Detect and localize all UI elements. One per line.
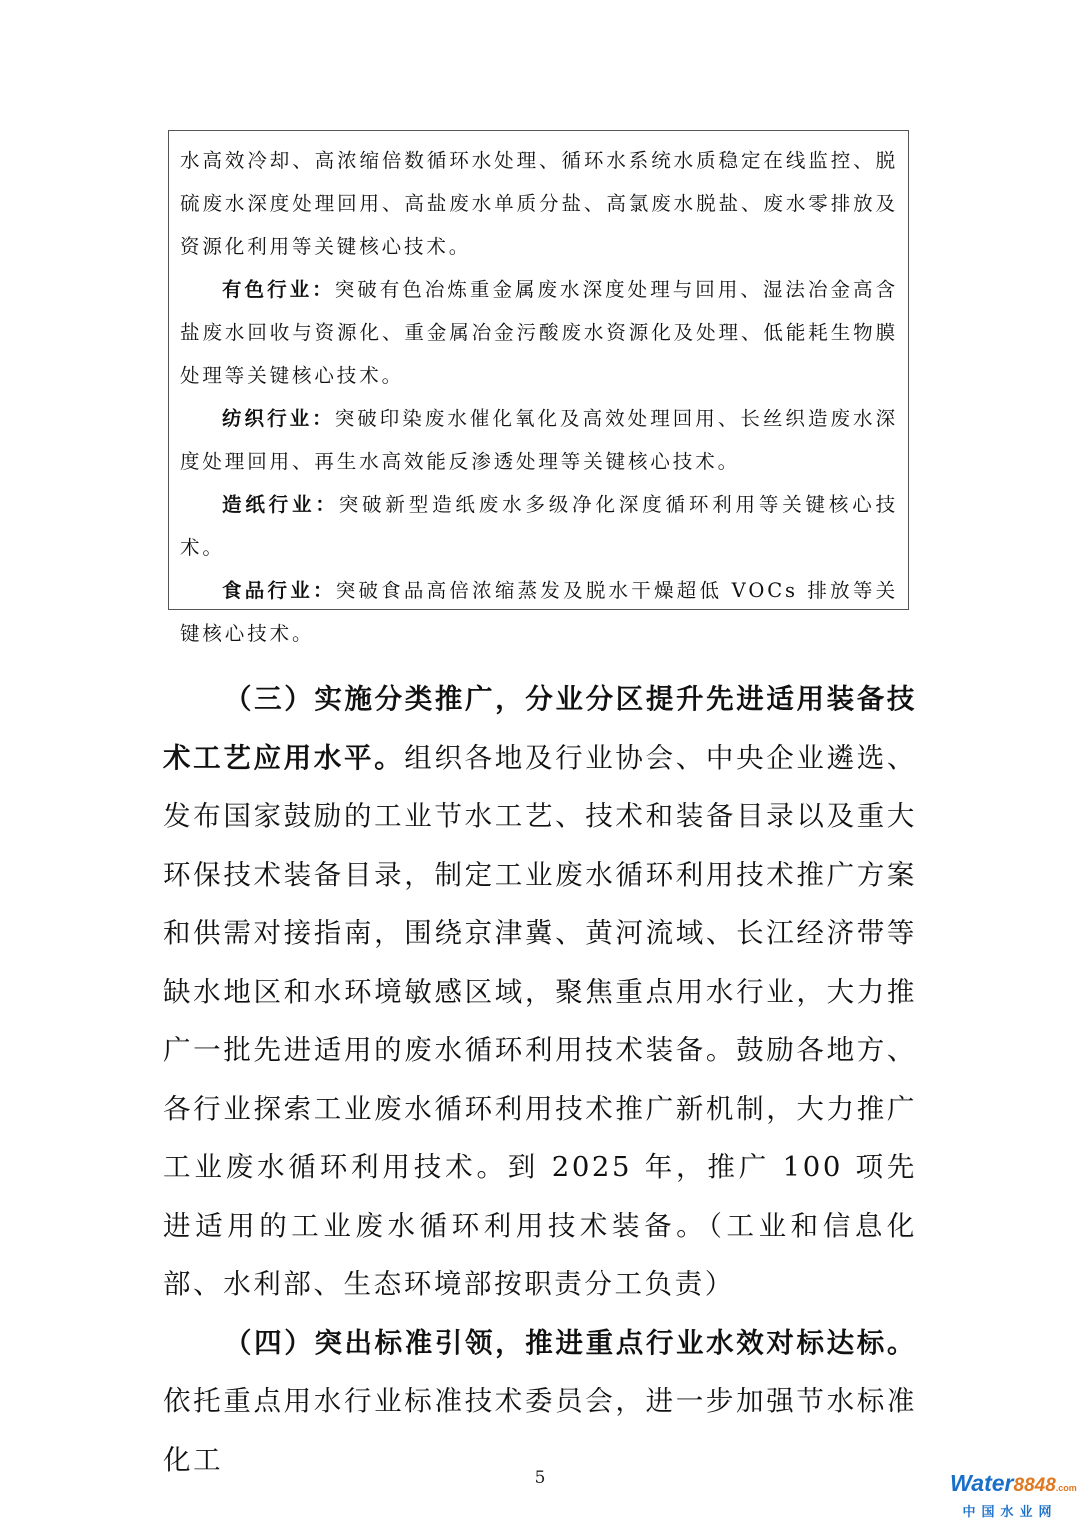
box-paragraph-textile bbox=[180, 397, 898, 483]
watermark-suffix: .com bbox=[1055, 1483, 1077, 1493]
page-number: 5 bbox=[534, 1468, 546, 1488]
box-paragraph-nonferrous bbox=[180, 268, 898, 397]
box-text-nonferrous: 突破有色冶炼重金属废水深度处理与回用、湿法冶金高含盐废水回收与资源化、重金属冶金污酸废水资源化及处理、低能耗生物膜处理等关键核心技术。 bbox=[180, 278, 898, 387]
box-lead-paper: 造纸行业： bbox=[222, 493, 339, 516]
section-4-heading: （四）突出标准引领，推进重点行业水效对标达标。 bbox=[224, 1326, 917, 1359]
section-3-heading: （三）实施分类推广，分业分区提升先进适用装备技术工艺应用水平。 bbox=[163, 683, 917, 774]
watermark-brand-text: Water bbox=[950, 1470, 1014, 1496]
watermark-subtitle: 中国水业网 bbox=[962, 1505, 1058, 1520]
box-text-textile: 突破印染废水催化氧化及高效处理回用、长丝织造废水深度处理回用、再生水高效能反渗透处理等关键核心技术。 bbox=[180, 407, 898, 473]
box-text-food: 突破食品高倍浓缩蒸发及脱水干燥超低 VOCs 排放等关键核心技术。 bbox=[180, 579, 898, 645]
box-text-paper: 突破新型造纸废水多级净化深度循环利用等关键核心技术。 bbox=[180, 493, 898, 559]
document-body bbox=[163, 670, 917, 1489]
box-lead-food: 食品行业： bbox=[222, 579, 336, 602]
box-paragraph-1: 水高效冷却、高浓缩倍数循环水处理、循环水系统水质稳定在线监控、脱硫废水深度处理回用、高盐废水单质分盐、高氯废水脱盐、废水零排放及资源化利用等关键核心技术。 bbox=[180, 149, 898, 258]
watermark-brand bbox=[950, 1470, 1077, 1501]
section-4-text: 依托重点用水行业标准技术委员会，进一步加强节水标准化工 bbox=[163, 1385, 917, 1476]
section-3-text: 组织各地及行业协会、中央企业遴选、发布国家鼓励的工业节水工艺、技术和装备目录以及重大环保技术装备目录，制定工业废水循环利用技术推广方案和供需对接指南，围绕京津冀、黄河流域、长江经济带等缺水地区和水环境敏感区域，聚焦重点用水行业，大力推广一批先进适用的废水循环利用技术装备。鼓励各地方、各行业探索工业废水循环利用技术推广新机制，大力推广工业废水循环利用技术。到 2025 年，推广 100 项先进适用的工业废水循环利用技术装备。（工业和信息化部、水利部、生态环境部按职责分工负责） bbox=[163, 741, 917, 1300]
section-3-paragraph bbox=[163, 670, 917, 1314]
watermark-number: 8848 bbox=[1013, 1475, 1056, 1496]
watermark-logo bbox=[950, 1470, 1077, 1520]
box-lead-nonferrous: 有色行业： bbox=[222, 278, 335, 301]
highlight-box bbox=[168, 130, 909, 645]
box-lead-textile: 纺织行业： bbox=[222, 407, 335, 430]
box-paragraph-paper bbox=[180, 483, 898, 569]
section-4-paragraph bbox=[163, 1314, 917, 1490]
box-paragraph-food bbox=[180, 569, 898, 655]
